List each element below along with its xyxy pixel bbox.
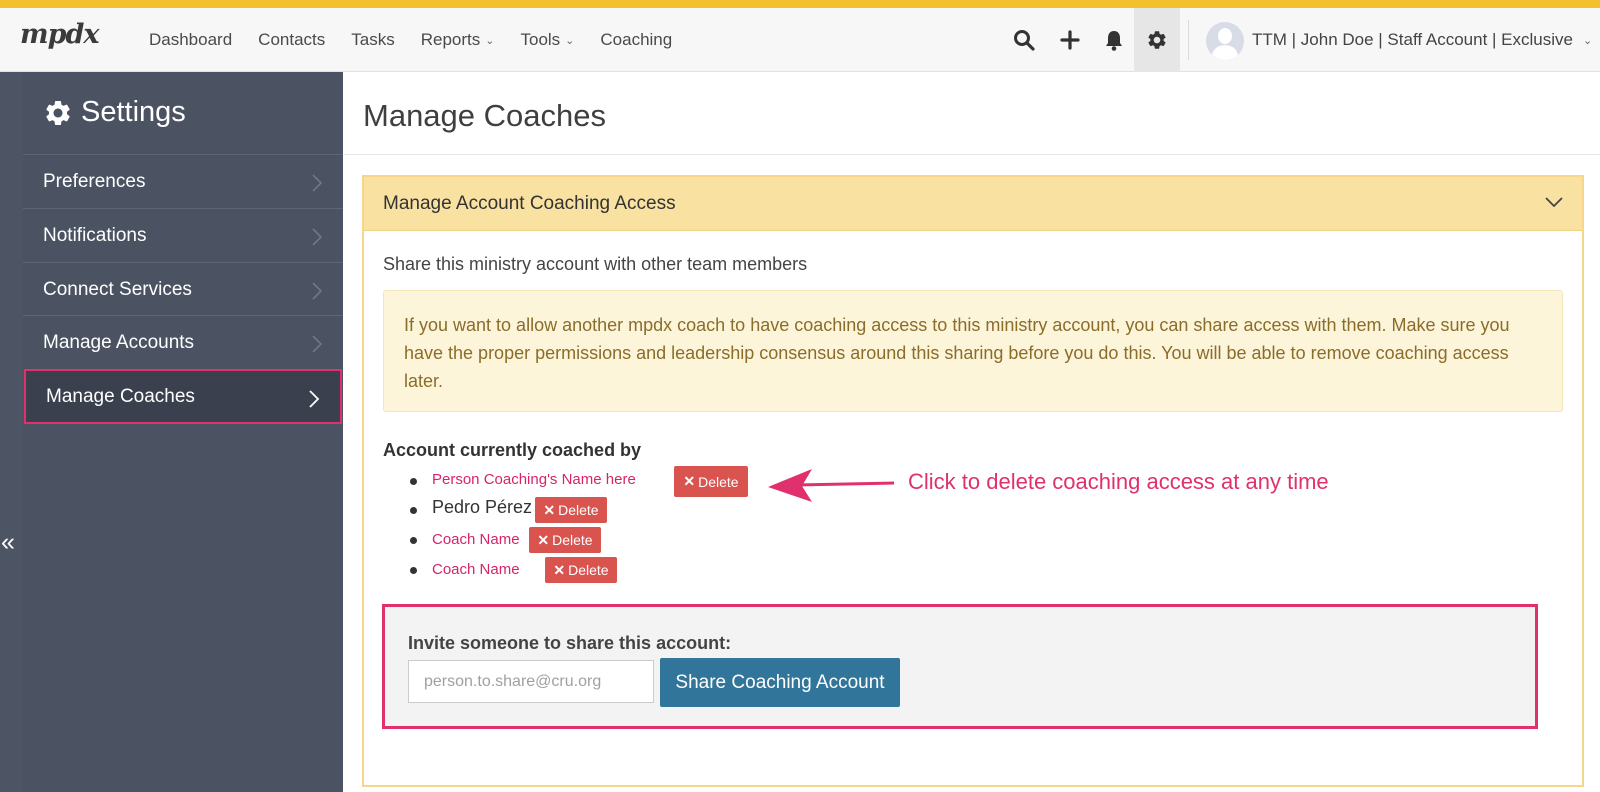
- sidebar-item-label: Manage Coaches: [46, 385, 195, 407]
- nav-link-label: Dashboard: [149, 30, 233, 49]
- search-icon[interactable]: [1006, 8, 1042, 72]
- panel-header-label: Manage Account Coaching Access: [383, 192, 676, 214]
- chevron-right-icon: [311, 173, 323, 193]
- top-navbar: [0, 8, 1600, 72]
- settings-sidebar: [23, 72, 343, 792]
- sidebar-item-manage-accounts[interactable]: [23, 315, 343, 370]
- sidebar-title-label: Settings: [81, 96, 186, 128]
- coach-name: Pedro Pérez: [432, 497, 533, 517]
- annotation-text: Click to delete coaching access at any time: [908, 469, 1329, 494]
- nav-link-tools[interactable]: [520, 30, 574, 50]
- nav-link-label: Contacts: [258, 30, 326, 49]
- list-bullet: [410, 537, 417, 544]
- sidebar-item-label: Connect Services: [43, 279, 192, 300]
- sidebar-item-connect-services[interactable]: [23, 262, 343, 317]
- coach-name-link[interactable]: Coach Name: [432, 531, 520, 548]
- chevron-down-icon[interactable]: [1544, 195, 1564, 209]
- close-icon: ✕: [683, 473, 696, 489]
- share-description: Share this ministry account with other team members: [383, 254, 808, 274]
- close-icon: ✕: [537, 531, 550, 548]
- user-avatar[interactable]: [1206, 22, 1244, 60]
- double-chevron-left-icon[interactable]: «: [1, 528, 15, 556]
- invite-label: Invite someone to share this account:: [408, 633, 732, 653]
- delete-coach-button[interactable]: [529, 527, 601, 553]
- invite-section: [382, 604, 1538, 729]
- sidebar-item-label: Notifications: [43, 225, 147, 246]
- coach-name-link[interactable]: Coach Name: [432, 561, 520, 578]
- nav-divider: [1188, 20, 1189, 60]
- nav-link-tasks[interactable]: [351, 30, 394, 50]
- list-bullet: [410, 507, 417, 514]
- close-icon: ✕: [553, 561, 566, 578]
- sidebar-title: [43, 96, 186, 129]
- chevron-right-icon: [311, 281, 323, 301]
- panel-header[interactable]: [364, 177, 1582, 231]
- nav-link-contacts[interactable]: [258, 30, 325, 50]
- nav-link-label: Tasks: [351, 30, 395, 49]
- nav-link-reports[interactable]: [421, 30, 495, 50]
- list-bullet: [410, 478, 417, 485]
- chevron-right-icon: [308, 389, 320, 409]
- close-icon: ✕: [543, 501, 556, 518]
- share-coaching-account-button[interactable]: Share Coaching Account: [660, 658, 900, 707]
- delete-coach-button[interactable]: [545, 557, 617, 583]
- sidebar-collapse-strip: [0, 72, 23, 792]
- annotation-arrow-icon: [768, 466, 896, 504]
- gear-icon: [43, 98, 73, 128]
- list-bullet: [410, 567, 417, 574]
- sidebar-item-preferences[interactable]: [23, 154, 343, 209]
- delete-coach-button[interactable]: [674, 466, 748, 497]
- page-title: Manage Coaches: [363, 98, 606, 133]
- top-accent-stripe: [0, 0, 1600, 8]
- mpdx-logo[interactable]: mpdx: [20, 19, 99, 50]
- main-nav: [149, 8, 698, 72]
- bell-icon[interactable]: [1096, 8, 1132, 72]
- delete-button-label: Delete: [568, 562, 609, 578]
- chevron-down-icon: ⌄: [1582, 34, 1593, 47]
- title-divider: [344, 154, 1600, 155]
- nav-link-label: Reports: [420, 30, 481, 49]
- chevron-right-icon: [311, 334, 323, 354]
- account-switcher[interactable]: [1252, 8, 1592, 72]
- nav-link-coaching[interactable]: [600, 30, 672, 50]
- gear-icon[interactable]: [1134, 8, 1180, 72]
- delete-coach-button[interactable]: [535, 497, 607, 523]
- account-label: TTM | John Doe | Staff Account | Exclusive: [1252, 30, 1573, 49]
- delete-button-label: Delete: [698, 473, 739, 490]
- sidebar-item-manage-coaches[interactable]: [24, 369, 342, 424]
- delete-button-label: Delete: [558, 502, 599, 518]
- info-alert: If you want to allow another mpdx coach to have coaching access to this ministry account, you can share access with them. Make sure you have the proper permissions and leadership consensus around this sharing before you do this. You will be able to remove coaching access later.: [383, 290, 1563, 412]
- sidebar-item-notifications[interactable]: [23, 208, 343, 263]
- delete-button-label: Delete: [552, 532, 593, 548]
- chevron-right-icon: [311, 227, 323, 247]
- sidebar-item-label: Preferences: [43, 171, 146, 192]
- coach-name-link[interactable]: Person Coaching's Name here: [432, 471, 636, 488]
- chevron-down-icon: ⌄: [565, 34, 575, 47]
- coached-by-heading: Account currently coached by: [383, 440, 642, 460]
- nav-link-dashboard[interactable]: [149, 30, 232, 50]
- sidebar-item-label: Manage Accounts: [43, 332, 195, 353]
- nav-link-label: Coaching: [600, 30, 673, 49]
- nav-link-label: Tools: [520, 30, 561, 49]
- plus-icon[interactable]: [1052, 8, 1088, 72]
- invite-email-input[interactable]: [408, 660, 654, 703]
- chevron-down-icon: ⌄: [485, 34, 495, 47]
